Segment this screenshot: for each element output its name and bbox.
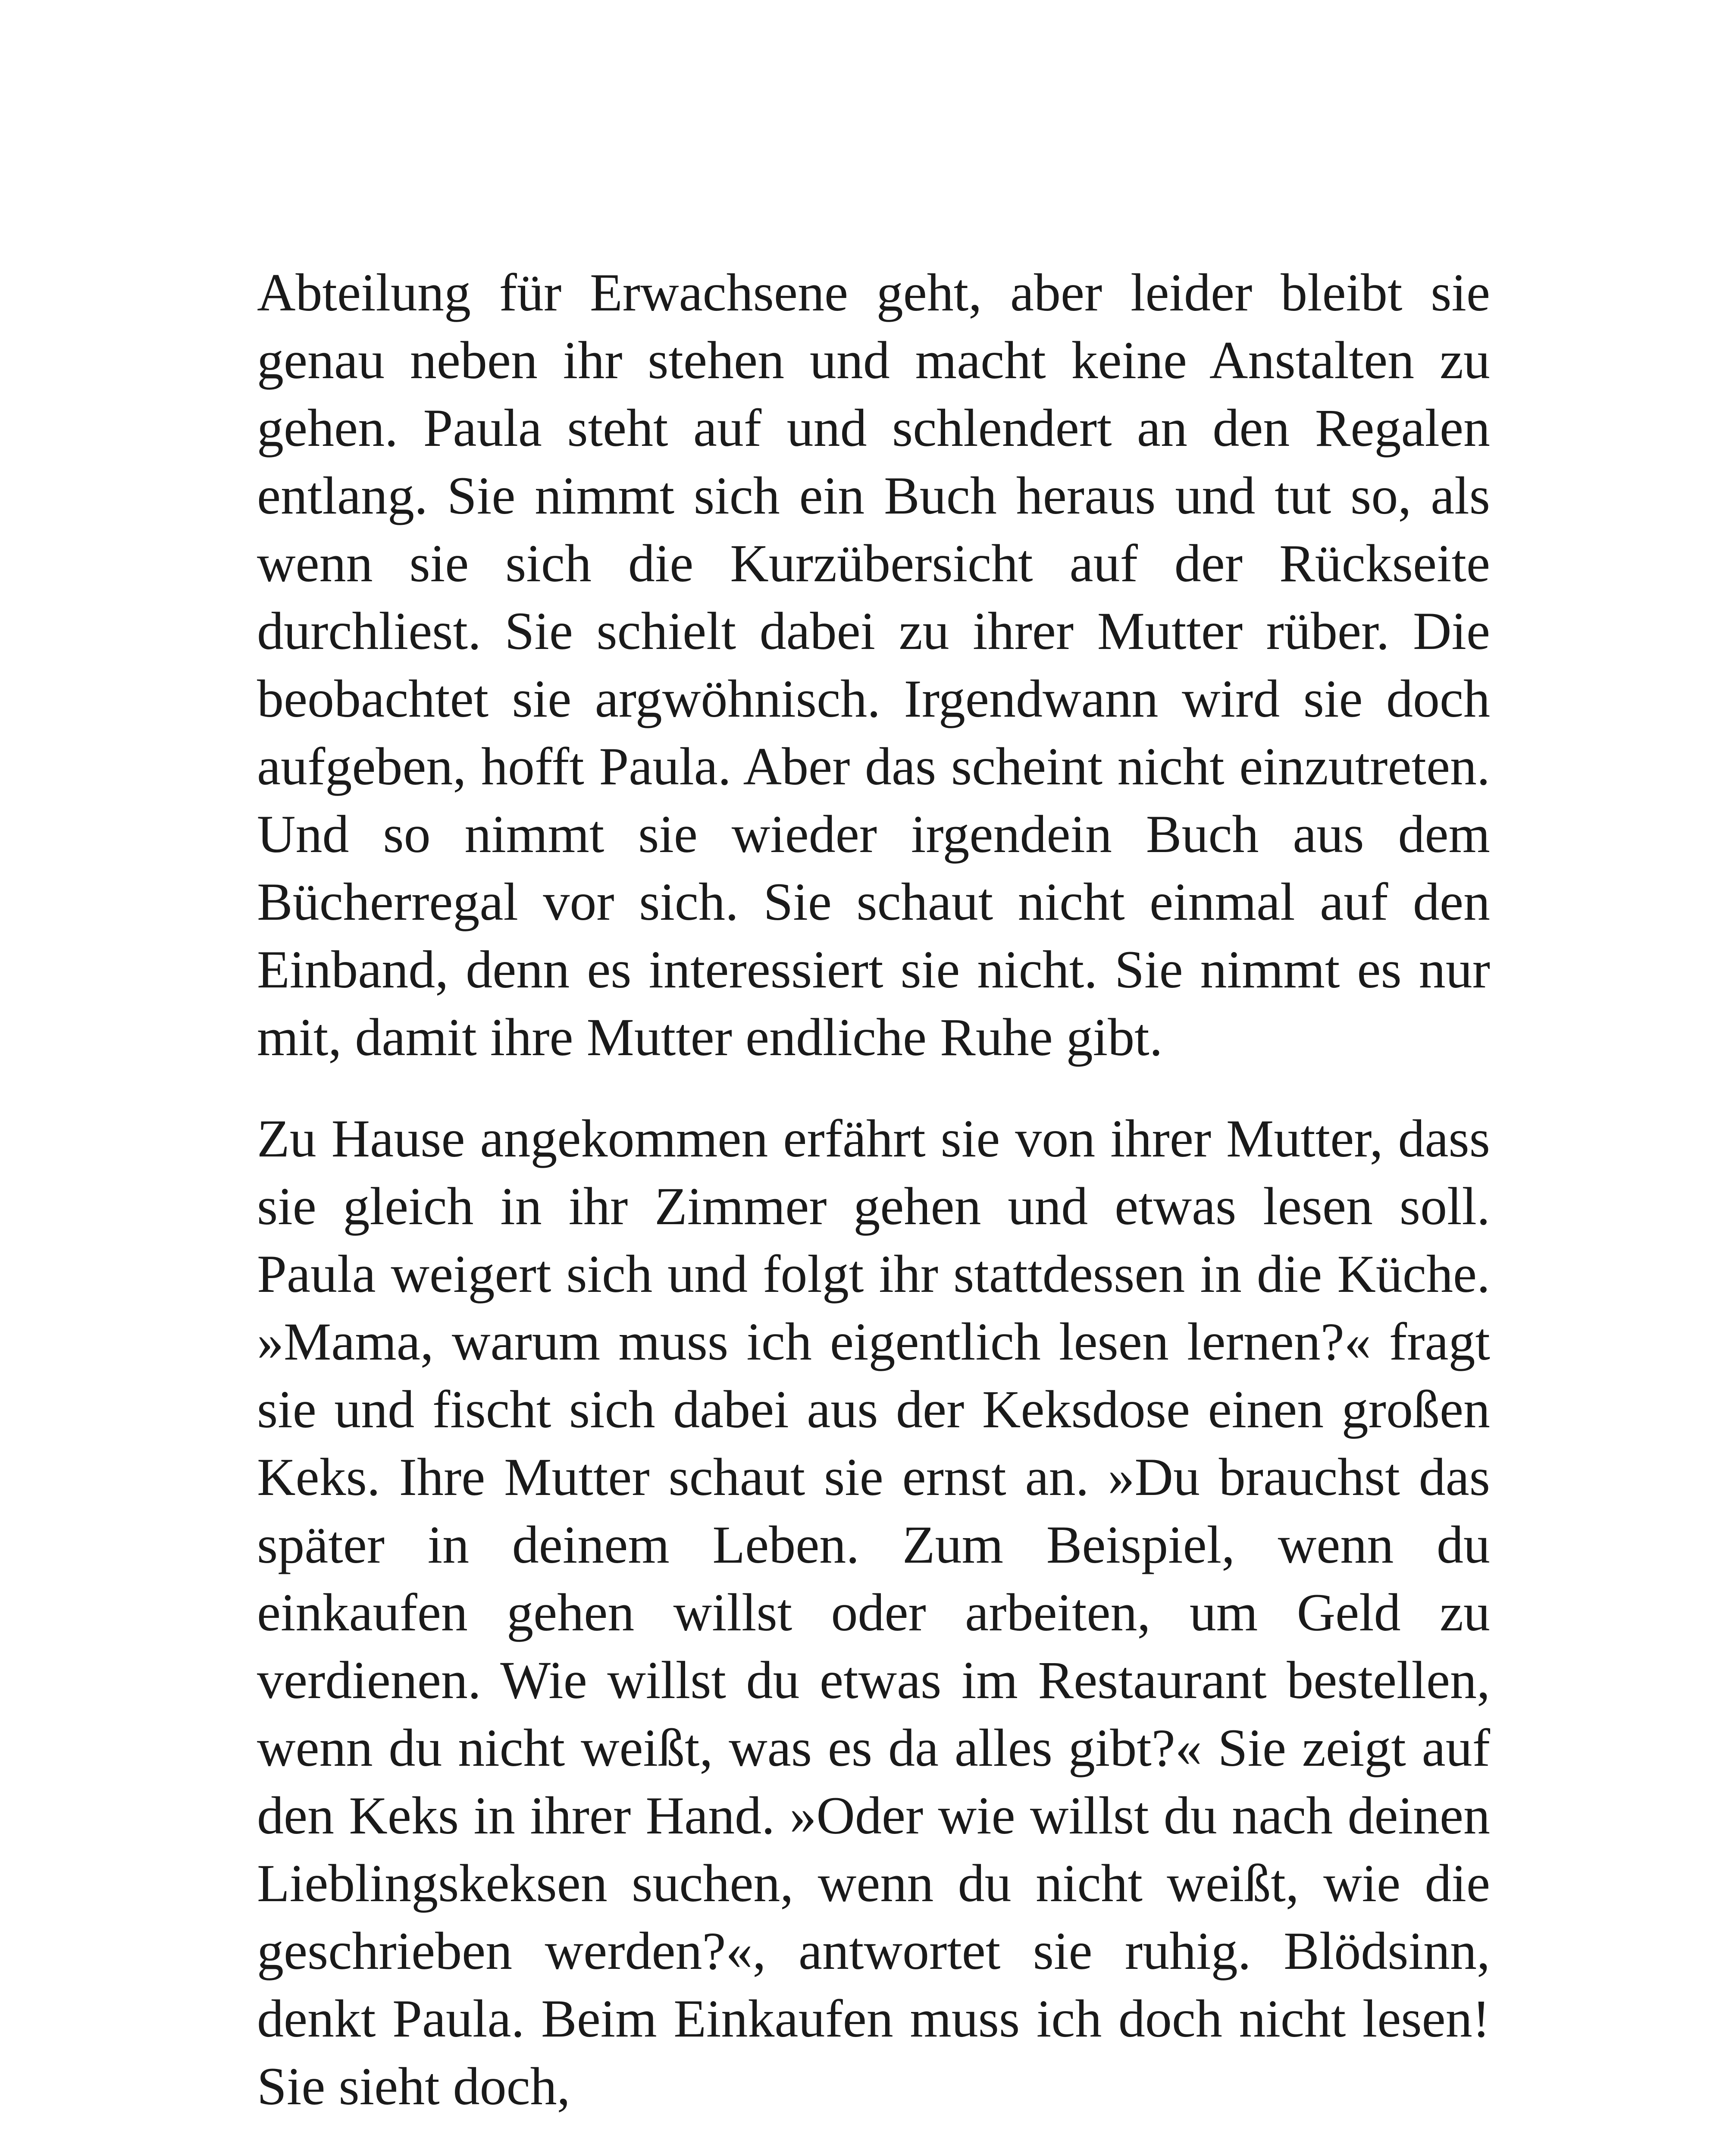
paragraph-2: Zu Hause angekommen erfährt sie von ihrer Mutter, dass sie gleich in ihr Zimmer gehen und etwas lesen soll. Paula weigert sich und folgt ihr stattdessen in die Küche. »Mama, warum muss ich eigentlich lesen lernen?« fragt sie und fischt sich dabei aus der Keksdose einen großen Keks. Ihre Mutter schaut sie ernst an. »Du brauchst das später in deinem Leben. Zum Beispiel, wenn du einkaufen gehen willst oder arbeiten, um Geld zu verdienen. Wie willst du etwas im Restaurant bestellen, wenn du nicht weißt, was es da alles gibt?« Sie zeigt auf den Keks in ihrer Hand. »Oder wie willst du nach deinen Lieblingskeksen suchen, wenn du nicht weißt, wie die geschrieben werden?«, antwortet sie ruhig. Blödsinn, denkt Paula. Beim Einkaufen muss ich doch nicht lesen! Sie sieht doch, [257, 1109, 1490, 2116]
paragraph-1: Abteilung für Erwachsene geht, aber leider bleibt sie genau neben ihr stehen und macht keine Anstalten zu gehen. Paula steht auf und schlendert an den Regalen entlang. Sie nimmt sich ein Buch heraus und tut so, als wenn sie sich die Kurzübersicht auf der Rückseite durchliest. Sie schielt dabei zu ihrer Mutter rüber. Die beobachtet sie argwöhnisch. Irgendwann wird sie doch aufgeben, hofft Paula. Aber das scheint nicht einzutreten. Und so nimmt sie wieder irgendein Buch aus dem Bücherregal vor sich. Sie schaut nicht einmal auf den Einband, denn es interessiert sie nicht. Sie nimmt es nur mit, damit ihre Mutter endliche Ruhe gibt. [257, 263, 1490, 1067]
body-text [257, 259, 1490, 2120]
